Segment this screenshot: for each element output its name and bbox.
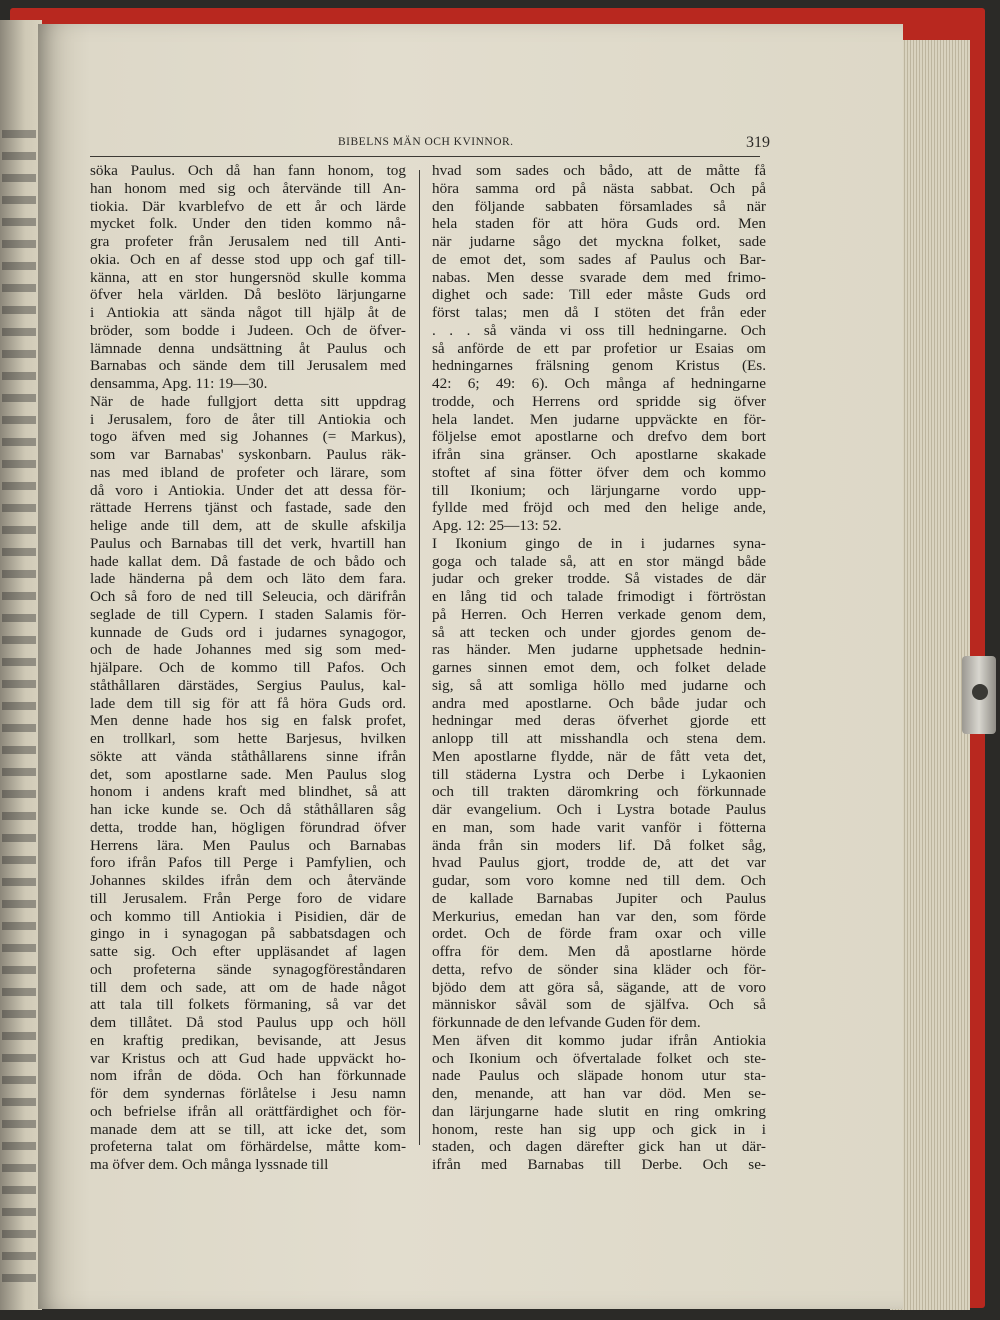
text-line: han honom med sig och återvände till An- [90, 179, 406, 197]
text-line: öfver hela världen. Då beslöto lärjungarne [90, 286, 406, 304]
text-line: gudar, som voro komne ned till dem. Och [432, 872, 766, 889]
text-line: till städerna Lystra och Derbe i Lykaonien [432, 765, 766, 783]
text-line: ståthållaren därstädes, Sergius Paulus, kal- [90, 676, 406, 694]
text-line: mycket folk. Under den tiden kommo nå- [90, 215, 406, 233]
previous-page-edge [0, 20, 42, 1310]
text-line: lade händerna på dem och läto dem fara. [90, 570, 406, 588]
text-line: profeterna talat om förhärdelse, måtte kom- [90, 1138, 406, 1156]
text-line: Apg. 12: 25—13: 52. [432, 517, 562, 534]
text-line: Merkurius, emedan han var den, som förde [432, 907, 766, 925]
text-line: honom i andens kraft med blindhet, så att [90, 783, 406, 801]
text-line: ända från sin moders lif. Då folket såg, [432, 836, 766, 854]
text-line: som var Barnabas' syskonbarn. Paulus räk- [90, 446, 406, 463]
text-line: hedningarnes frälsning genom Kristus (Es. [432, 357, 766, 375]
text-line: när judarne sågo det myckna folket, sade [432, 233, 766, 250]
text-line: och befrielse ifrån all orättfärdighet och för- [90, 1102, 406, 1120]
text-line: manade dem att se till, att icke det, som [90, 1120, 406, 1138]
text-line: okia. Och en af desse stod upp och gaf till- [90, 250, 406, 268]
text-line: fyllde med fröjd och med den helige ande, [432, 499, 766, 517]
text-line: goga och talade så, att en stor mängd både [432, 552, 766, 570]
text-line: kunnade de Guds ord i judarnes synagogor, [90, 623, 406, 641]
text-line: ifrån sina gränser. Och apostlarne skakade [432, 446, 766, 463]
text-line: hela staden för att höra Guds ord. Men [432, 215, 766, 233]
text-line: ras händer. Men judarne upphetsade hednin- [432, 641, 766, 659]
text-line: att tala till folkets förmaning, så var det [90, 996, 406, 1014]
text-line: ordet. Och de förde fram oxar och ville [432, 925, 766, 943]
text-line: och Ikonium och öfvertalade folket och ste- [432, 1049, 766, 1067]
text-line: och till trakten däromkring och förkunnade [432, 783, 766, 801]
text-line: Barnabas och sände dem till Jerusalem med [90, 357, 406, 375]
right-column [432, 162, 766, 1174]
text-line: I Ikonium gingo de in i judarnes syna- [432, 534, 766, 552]
text-line: lade dem till sig för att få höra Guds ord. [90, 694, 406, 712]
text-line: offra för dem. Men då apostlarne hörde [432, 943, 766, 960]
text-line: det, som apostlarne sade. Men Paulus slog [90, 765, 406, 783]
text-line: nabas. Men desse svarade dem med frimo- [432, 268, 766, 286]
text-line: i Jerusalem, foro de åter till Antiokia och [90, 410, 406, 428]
text-line: foro ifrån Pafos till Perge i Pamfylien, och [90, 854, 406, 872]
text-line: känna, att en stor hungersnöd skulle komma [90, 268, 406, 286]
text-line: en trollkarl, som hette Barjesus, hvilken [90, 730, 406, 747]
text-line: där evangelium. Och i Lystra botade Paulus [432, 801, 766, 818]
text-line: gra profeter från Jerusalem ned till Anti- [90, 233, 406, 250]
text-line: detta, refvo de sönder sina kläder och för- [432, 960, 766, 978]
text-line: hela landet. Men judarne uppväckte en för- [432, 410, 766, 428]
text-line: och kommo till Antiokia i Pisidien, där de [90, 907, 406, 925]
text-line: de emot det, som sades af Paulus och Bar- [432, 250, 766, 268]
text-line: Men denne hade hos sig en falsk profet, [90, 712, 406, 730]
text-line: nom ifrån de döda. Och han förkunnade [90, 1067, 406, 1085]
text-line: trodde, och Herrens ord spridde sig öfver [432, 392, 766, 410]
text-line: Och så foro de ned till Seleucia, och därifrån [90, 588, 406, 605]
text-line: den, menande, att han var död. Men se- [432, 1085, 766, 1102]
text-line: tiokia. Där kvarblefvo de ett år och lärde [90, 197, 406, 215]
text-line: han icke kunde se. Och då ståthållaren såg [90, 801, 406, 818]
text-line: honom, reste han sig upp och gick in i [432, 1120, 766, 1138]
text-line: rättade Herrens tjänst och fastade, sade den [90, 499, 406, 517]
text-line: så att tecken och under gjordes genom de- [432, 623, 766, 641]
text-line: och de hade Johannes med sig som med- [90, 641, 406, 659]
column-rule [419, 170, 420, 1145]
text-line: en lång tid och talade frimodigt i förtröstan [432, 588, 766, 605]
text-line: till Ikonium; och lärjungarne vordo upp- [432, 481, 766, 499]
text-line: nas med ibland de profeter och lärare, som [90, 463, 406, 481]
text-line: förkunnade de den lefvande Guden för dem. [432, 1014, 701, 1031]
text-line: anlopp till att misshandla och stena dem. [432, 730, 766, 747]
text-line: och profeterna sände synagogföreståndaren [90, 960, 406, 978]
text-line: människor såväl som de själfva. Och så [432, 996, 766, 1014]
text-line: följelse emot apostlarne och drefvo dem bort [432, 428, 766, 446]
text-line: helige ande till dem, att de skulle afskilja [90, 517, 406, 534]
text-line: hvad som sades och bådo, att de måtte få [432, 162, 766, 179]
text-line: togo äfven med sig Johannes (= Markus), [90, 428, 406, 446]
text-line: detta, trodde han, högligen förundrad öfver [90, 818, 406, 836]
text-line: sökte att vända ståthållarens sinne ifrån [90, 747, 406, 765]
text-line: var Kristus och att Gud hade uppväckt ho- [90, 1049, 406, 1067]
text-line: seglade de till Cypern. I staden Salamis för- [90, 605, 406, 623]
text-line: först talas; men då I stöten det från eder [432, 304, 766, 321]
text-line: gingo in i synagogan på sabbatsdagen och [90, 925, 406, 943]
text-line: dem tillåtet. Då stod Paulus upp och höll [90, 1014, 406, 1031]
text-line: dan lärjungarne hade slutit en ring omkring [432, 1102, 766, 1120]
text-line: andra med apostlarne. Och både judar och [432, 694, 766, 712]
text-line: Herrens lära. Men Paulus och Barnabas [90, 836, 406, 854]
text-line: När de hade fullgjort detta sitt uppdrag [90, 392, 406, 410]
text-line: på Herren. Och Herren verkade genom dem, [432, 605, 766, 623]
text-line: lämnade denna undsättning åt Paulus och [90, 339, 406, 357]
text-line: en kraftig predikan, bevisande, att Jesus [90, 1031, 406, 1049]
text-line: densamma, Apg. 11: 19—30. [90, 375, 268, 392]
text-line: nade Paulus och släpade honom utur sta- [432, 1067, 766, 1085]
text-line: staden, och dagen därefter gick han ut där- [432, 1138, 766, 1156]
text-line: då voro i Antiokia. Under det att dessa för- [90, 481, 406, 499]
text-line: höra samma ord på nästa sabbat. Och på [432, 179, 766, 197]
text-line: de kallade Barnabas Jupiter och Paulus [432, 889, 766, 907]
text-line: dighet och sade: Till eder måste Guds ord [432, 286, 766, 304]
text-line: . . . så vända vi oss till hedningarne. Och [432, 321, 766, 339]
text-line: ifrån med Barnabas till Derbe. Och se- [432, 1156, 766, 1173]
text-line: judar och greker trodde. Så vistades de där [432, 570, 766, 588]
text-line: bröder, som bodde i Judeen. Och de öfver- [90, 321, 406, 339]
text-line: stoftet af sina fötter öfver dem och kommo [432, 463, 766, 481]
text-line: ma öfver dem. Och många lyssnade till [90, 1156, 329, 1173]
text-line: Men apostlarne flydde, när de fått veta det, [432, 747, 766, 765]
text-line: hvad Paulus gjort, trodde de, att det var [432, 854, 766, 872]
text-line: Men äfven dit kommo judar ifrån Antiokia [432, 1031, 766, 1049]
running-head [90, 132, 770, 157]
text-line: till Jerusalem. Från Perge foro de vidare [90, 889, 406, 907]
text-line: garnes sinnen emot dem, och folket delade [432, 659, 766, 676]
clip-hole [972, 684, 988, 700]
page-number: 319 [746, 134, 770, 151]
text-line: så anförde de ett par profetior ur Esaias om [432, 339, 766, 357]
text-line: den följande sabbaten församlades så när [432, 197, 766, 215]
previous-page-text-shadow [2, 130, 36, 1290]
text-line: hedningar med deras öfverhet gjorde ett [432, 712, 766, 730]
text-line: satte sig. Och efter uppläsandet af lagen [90, 943, 406, 960]
text-line: hade kallat dem. Då fastade de och bådo och [90, 552, 406, 570]
text-line: för dem syndernas förlåtelse i Jesu namn [90, 1085, 406, 1102]
running-title: BIBELNS MÄN OCH KVINNOR. [338, 136, 514, 148]
text-line: 42: 6; 49: 6). Och många af hedningarne [432, 375, 766, 392]
text-line: Johannes skildes ifrån dem och återvände [90, 872, 406, 889]
text-line: i Antiokia att sända något till hjälp åt de [90, 304, 406, 321]
text-line: till dem och sade, att om de hade något [90, 978, 406, 996]
text-line: Paulus och Barnabas till det verk, hvartill han [90, 534, 406, 552]
left-column [90, 162, 406, 1174]
text-line: söka Paulus. Och då han fann honom, tog [90, 162, 406, 179]
text-line: bjödo dem att göra så, sägande, att de voro [432, 978, 766, 996]
text-line: hjälpare. Och de kommo till Pafos. Och [90, 659, 406, 676]
text-line: en man, som hade varit vanför i fötterna [432, 818, 766, 836]
text-line: sig, så att somliga höllo med judarne och [432, 676, 766, 694]
